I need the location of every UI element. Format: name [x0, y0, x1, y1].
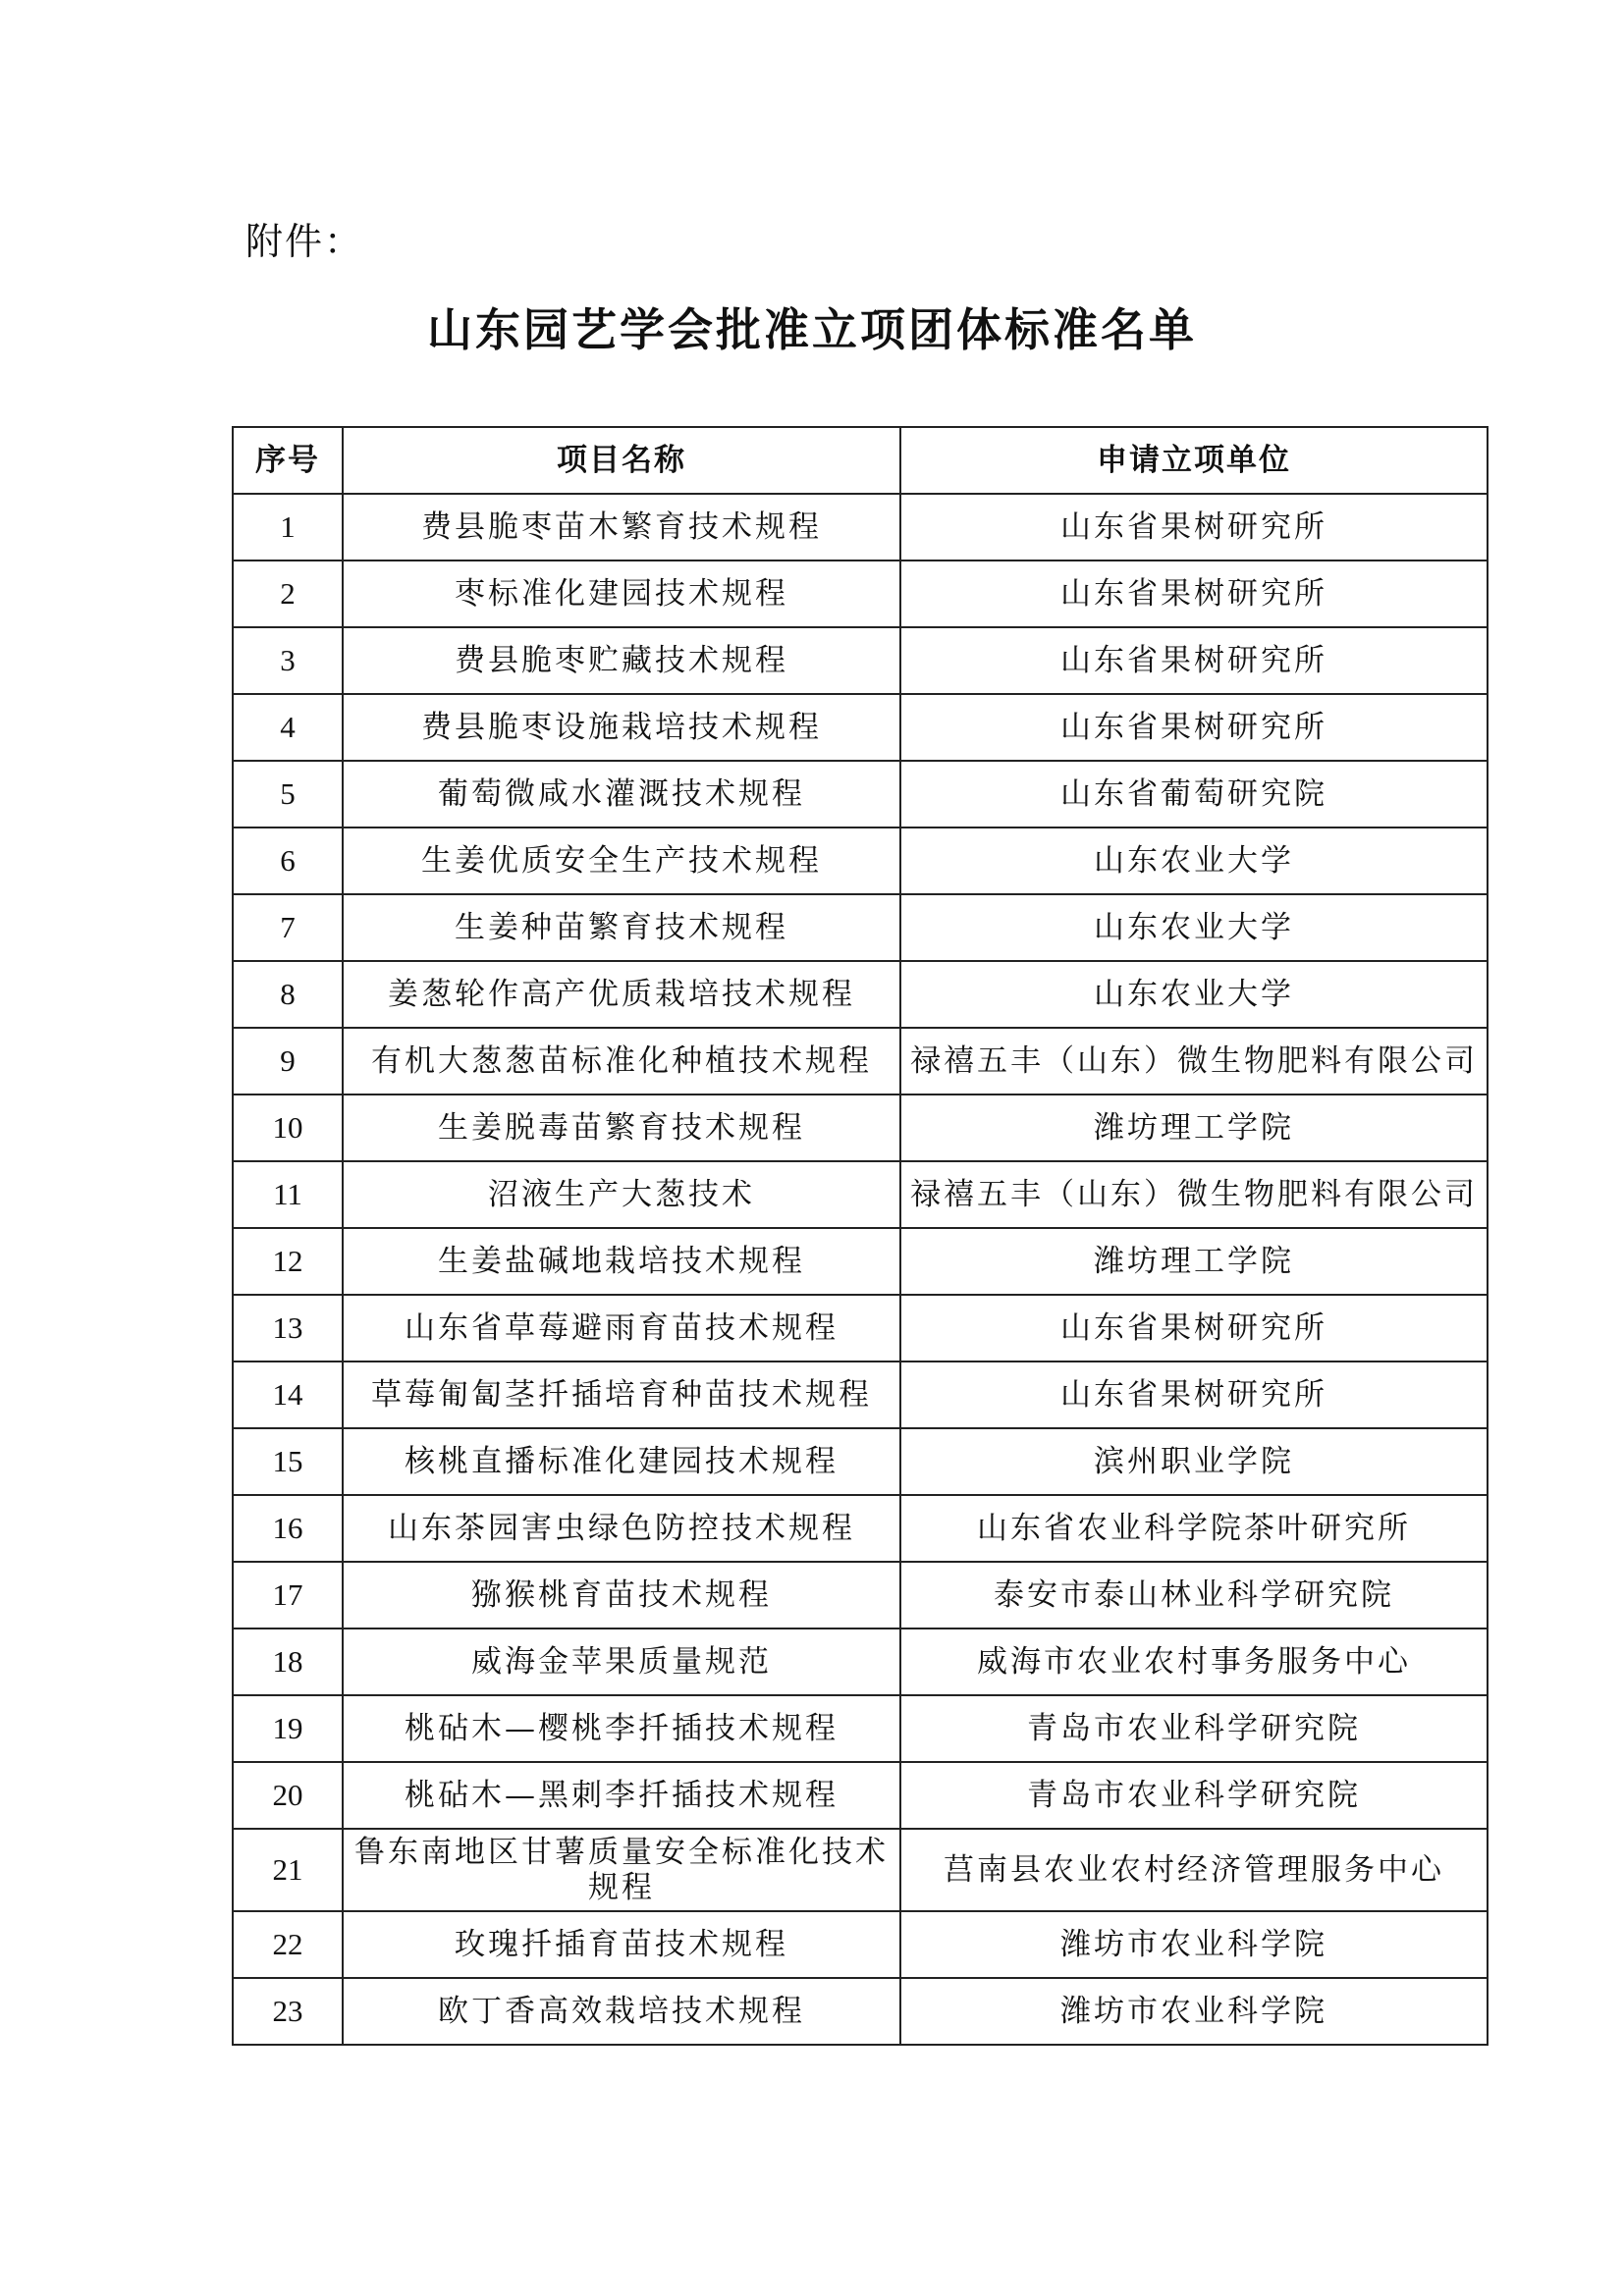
row-applicant-unit: 潍坊理工学院 [900, 1095, 1488, 1161]
table-row [233, 1028, 1488, 1095]
document-title: 山东园艺学会批准立项团体标准名单 [427, 303, 1197, 356]
row-applicant-unit: 山东农业大学 [900, 961, 1488, 1028]
header-applicant-unit: 申请立项单位 [900, 427, 1488, 494]
table-header-row [233, 427, 1488, 494]
standards-table [232, 426, 1489, 2046]
row-applicant-unit: 滨州职业学院 [900, 1428, 1488, 1495]
row-number: 13 [233, 1295, 343, 1362]
row-applicant-unit: 山东省农业科学院茶叶研究所 [900, 1495, 1488, 1562]
table-row [233, 1095, 1488, 1161]
table-row [233, 1762, 1488, 1829]
row-project-name: 沼液生产大葱技术 [343, 1161, 900, 1228]
row-number: 10 [233, 1095, 343, 1161]
table-row [233, 1295, 1488, 1362]
row-project-name: 玫瑰扦插育苗技术规程 [343, 1911, 900, 1978]
row-applicant-unit: 潍坊市农业科学院 [900, 1978, 1488, 2045]
row-project-name: 鲁东南地区甘薯质量安全标准化技术规程 [343, 1829, 900, 1911]
row-project-name: 山东省草莓避雨育苗技术规程 [343, 1295, 900, 1362]
row-applicant-unit: 山东省果树研究所 [900, 1362, 1488, 1428]
row-applicant-unit: 泰安市泰山林业科学研究院 [900, 1562, 1488, 1629]
header-serial-number: 序号 [233, 427, 343, 494]
row-project-name: 生姜脱毒苗繁育技术规程 [343, 1095, 900, 1161]
row-applicant-unit: 禄禧五丰（山东）微生物肥料有限公司 [900, 1028, 1488, 1095]
row-project-name: 桃砧木—黑刺李扦插技术规程 [343, 1762, 900, 1829]
row-project-name: 欧丁香高效栽培技术规程 [343, 1978, 900, 2045]
row-number: 12 [233, 1228, 343, 1295]
row-number: 17 [233, 1562, 343, 1629]
table-row [233, 1228, 1488, 1295]
row-applicant-unit: 山东省葡萄研究院 [900, 761, 1488, 828]
row-project-name: 费县脆枣苗木繁育技术规程 [343, 494, 900, 561]
table-row [233, 1911, 1488, 1978]
row-number: 3 [233, 627, 343, 694]
table-row [233, 828, 1488, 894]
row-applicant-unit: 潍坊理工学院 [900, 1228, 1488, 1295]
row-applicant-unit: 山东省果树研究所 [900, 694, 1488, 761]
row-number: 18 [233, 1629, 343, 1695]
row-applicant-unit: 青岛市农业科学研究院 [900, 1695, 1488, 1762]
table-row [233, 694, 1488, 761]
row-applicant-unit: 青岛市农业科学研究院 [900, 1762, 1488, 1829]
row-project-name: 桃砧木—樱桃李扦插技术规程 [343, 1695, 900, 1762]
row-applicant-unit: 威海市农业农村事务服务中心 [900, 1629, 1488, 1695]
table-row [233, 627, 1488, 694]
row-project-name: 生姜盐碱地栽培技术规程 [343, 1228, 900, 1295]
row-number: 5 [233, 761, 343, 828]
row-project-name: 葡萄微咸水灌溉技术规程 [343, 761, 900, 828]
table-row [233, 494, 1488, 561]
row-number: 7 [233, 894, 343, 961]
row-applicant-unit: 莒南县农业农村经济管理服务中心 [900, 1829, 1488, 1911]
row-number: 19 [233, 1695, 343, 1762]
row-number: 15 [233, 1428, 343, 1495]
table-row [233, 1978, 1488, 2045]
row-applicant-unit: 潍坊市农业科学院 [900, 1911, 1488, 1978]
row-number: 4 [233, 694, 343, 761]
row-number: 11 [233, 1161, 343, 1228]
row-project-name: 生姜优质安全生产技术规程 [343, 828, 900, 894]
table-row [233, 1829, 1488, 1911]
row-number: 9 [233, 1028, 343, 1095]
table-row [233, 1562, 1488, 1629]
row-project-name: 草莓匍匐茎扦插培育种苗技术规程 [343, 1362, 900, 1428]
row-project-name: 核桃直播标准化建园技术规程 [343, 1428, 900, 1495]
row-project-name: 猕猴桃育苗技术规程 [343, 1562, 900, 1629]
row-number: 21 [233, 1829, 343, 1911]
table-row [233, 1362, 1488, 1428]
row-applicant-unit: 山东省果树研究所 [900, 627, 1488, 694]
table-row [233, 561, 1488, 627]
row-number: 14 [233, 1362, 343, 1428]
row-number: 22 [233, 1911, 343, 1978]
table-row [233, 1695, 1488, 1762]
table-row [233, 961, 1488, 1028]
row-applicant-unit: 山东农业大学 [900, 828, 1488, 894]
attachment-label: 附件： [245, 220, 364, 263]
row-number: 6 [233, 828, 343, 894]
row-number: 1 [233, 494, 343, 561]
table-row [233, 761, 1488, 828]
row-project-name: 有机大葱葱苗标准化种植技术规程 [343, 1028, 900, 1095]
table-row [233, 1495, 1488, 1562]
row-number: 16 [233, 1495, 343, 1562]
row-project-name: 费县脆枣贮藏技术规程 [343, 627, 900, 694]
row-number: 2 [233, 561, 343, 627]
header-project-name: 项目名称 [343, 427, 900, 494]
row-applicant-unit: 山东省果树研究所 [900, 1295, 1488, 1362]
row-number: 20 [233, 1762, 343, 1829]
table-row [233, 1629, 1488, 1695]
row-applicant-unit: 山东省果树研究所 [900, 494, 1488, 561]
row-number: 23 [233, 1978, 343, 2045]
table-row [233, 1161, 1488, 1228]
table-row [233, 1428, 1488, 1495]
row-applicant-unit: 禄禧五丰（山东）微生物肥料有限公司 [900, 1161, 1488, 1228]
row-project-name: 威海金苹果质量规范 [343, 1629, 900, 1695]
table-row [233, 894, 1488, 961]
row-number: 8 [233, 961, 343, 1028]
row-project-name: 生姜种苗繁育技术规程 [343, 894, 900, 961]
row-applicant-unit: 山东农业大学 [900, 894, 1488, 961]
row-project-name: 费县脆枣设施栽培技术规程 [343, 694, 900, 761]
row-project-name: 山东茶园害虫绿色防控技术规程 [343, 1495, 900, 1562]
row-project-name: 枣标准化建园技术规程 [343, 561, 900, 627]
row-applicant-unit: 山东省果树研究所 [900, 561, 1488, 627]
row-project-name: 姜葱轮作高产优质栽培技术规程 [343, 961, 900, 1028]
